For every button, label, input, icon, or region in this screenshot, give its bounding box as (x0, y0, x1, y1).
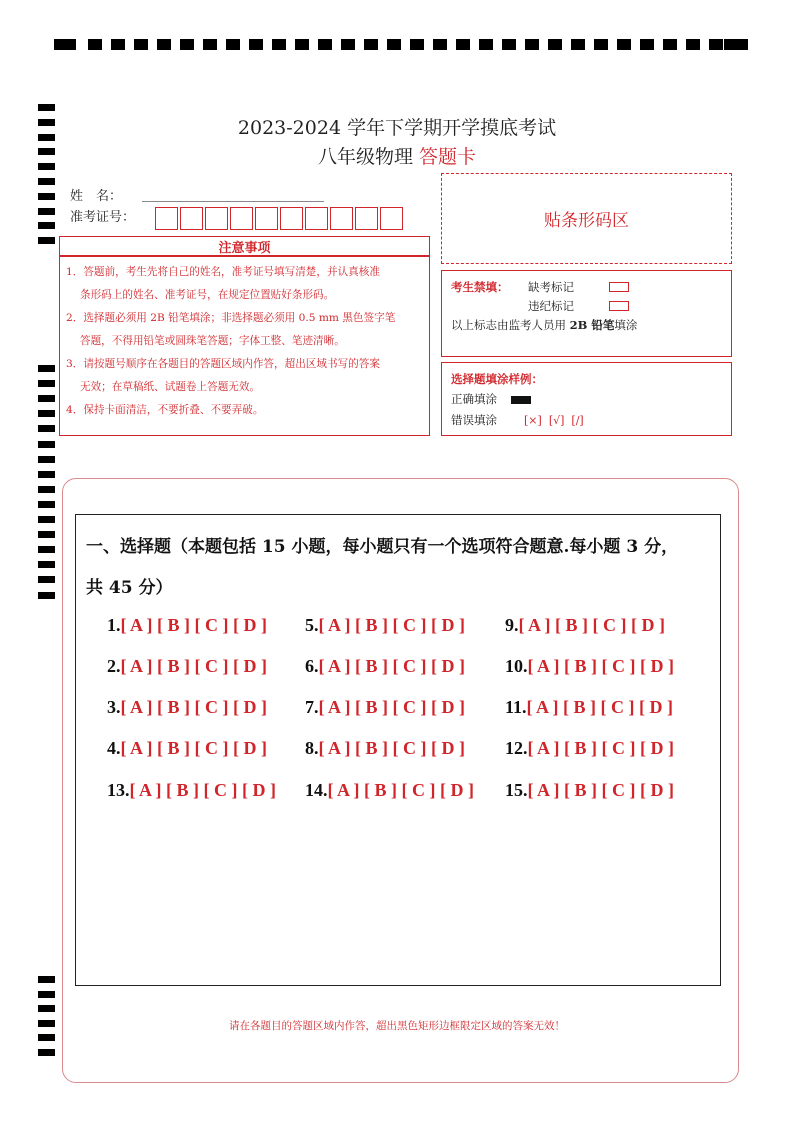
timing-mark (479, 39, 493, 50)
timing-mark (38, 456, 55, 463)
id-digit-box[interactable] (380, 207, 403, 230)
timing-mark (134, 39, 148, 50)
name-label: 姓 名： (70, 189, 123, 204)
timing-mark (571, 39, 585, 50)
question-number: 4. (107, 738, 121, 758)
question-item[interactable] (305, 615, 465, 636)
timing-mark (433, 39, 447, 50)
timing-mark (38, 208, 55, 215)
timing-mark (38, 395, 55, 402)
timing-mark (640, 39, 654, 50)
timing-mark (456, 39, 470, 50)
timing-mark (249, 39, 263, 50)
section-title-line2: 共 45 分） (86, 578, 173, 598)
answer-options[interactable]: [ A ] [ B ] [ C ] [ D ] (518, 615, 665, 635)
timing-mark (111, 39, 125, 50)
answer-options[interactable]: [ A ] [ B ] [ C ] [ D ] (318, 656, 465, 676)
question-number: 7. (305, 697, 319, 717)
question-number: 10. (505, 656, 528, 676)
timing-mark (502, 39, 516, 50)
timing-mark (226, 39, 240, 50)
answer-options[interactable]: [ A ] [ B ] [ C ] [ D ] (120, 738, 267, 758)
timing-mark (88, 39, 102, 50)
timing-mark (686, 39, 700, 50)
correct-fill-example (511, 396, 531, 404)
absent-mark-label: 缺考标记 (528, 280, 574, 294)
violation-mark-label: 违纪标记 (528, 299, 574, 313)
exam-subtitle (0, 142, 794, 169)
question-number: 1. (107, 615, 121, 635)
timing-mark (272, 39, 286, 50)
name-input-line[interactable] (142, 201, 324, 202)
timing-mark (180, 39, 194, 50)
timing-mark (38, 425, 55, 432)
fill-sample-box (441, 362, 732, 436)
answer-options[interactable]: [ A ] [ B ] [ C ] [ D ] (318, 697, 465, 717)
timing-mark (387, 39, 401, 50)
barcode-area[interactable] (441, 173, 732, 264)
notice-item: 1．答题前，考生先将自己的姓名，准考证号填写清楚，并认真核准 条形码上的姓名、准考证号，在规定位置贴好条形码。 (66, 266, 380, 301)
timing-mark (38, 976, 55, 983)
timing-mark (38, 486, 55, 493)
question-item[interactable] (107, 780, 276, 801)
timing-mark (38, 1049, 55, 1056)
id-digit-box[interactable] (205, 207, 228, 230)
timing-mark (38, 441, 55, 448)
question-item[interactable] (107, 615, 267, 636)
timing-mark (38, 561, 55, 568)
timing-mark (341, 39, 355, 50)
timing-mark (38, 380, 55, 387)
timing-mark (709, 39, 723, 50)
question-item[interactable] (305, 780, 474, 801)
timing-mark (38, 516, 55, 523)
notice-item: 2．选择题必须用 2B 铅笔填涂；非选择题必须用 0.5 mm 黑色签字笔 答题，不得用铅笔或圆珠笔答题；字体工整、笔迹清晰。 (66, 312, 396, 347)
timing-mark (594, 39, 608, 50)
id-digit-box[interactable] (155, 207, 178, 230)
timing-mark (724, 39, 748, 50)
timing-mark (38, 365, 55, 372)
answer-options[interactable]: [ A ] [ B ] [ C ] [ D ] (120, 697, 267, 717)
timing-mark (295, 39, 309, 50)
notice-item: 4．保持卡面清洁，不要折叠、不要弄破。 (66, 404, 264, 416)
id-digit-box[interactable] (330, 207, 353, 230)
timing-mark (38, 410, 55, 417)
id-digit-box[interactable] (255, 207, 278, 230)
id-digit-box[interactable] (180, 207, 203, 230)
notice-box (59, 256, 430, 436)
wrong-fill-examples: [×] [√] [/] (524, 414, 584, 427)
question-item[interactable] (107, 738, 267, 759)
id-digit-box[interactable] (355, 207, 378, 230)
answer-sheet-label: 答题卡 (419, 146, 477, 168)
question-item[interactable] (107, 697, 267, 718)
question-item[interactable] (305, 697, 465, 718)
answer-options[interactable]: [ A ] [ B ] [ C ] [ D ] (327, 780, 474, 800)
answer-options[interactable]: [ A ] [ B ] [ C ] [ D ] (527, 656, 674, 676)
question-item[interactable] (107, 656, 267, 677)
notice-title: 注意事项 (218, 241, 271, 256)
wrong-fill-label: 错误填涂 (451, 413, 497, 427)
question-number: 3. (107, 697, 121, 717)
question-item[interactable] (505, 697, 673, 718)
question-number: 6. (305, 656, 319, 676)
question-number: 8. (305, 738, 319, 758)
timing-mark (38, 546, 55, 553)
question-number: 5. (305, 615, 319, 635)
timing-mark (38, 222, 55, 229)
prohibited-note: 以上标志由监考人员用 2B 铅笔填涂 (451, 318, 638, 332)
timing-mark (38, 193, 55, 200)
timing-mark (38, 1005, 55, 1012)
timing-mark (38, 531, 55, 538)
timing-mark (38, 104, 55, 111)
answer-options[interactable]: [ A ] [ B ] [ C ] [ D ] (120, 615, 267, 635)
notice-item: 3．请按题号顺序在各题目的答题区域内作答，超出区域书写的答案 无效；在草稿纸、试题卷上答题无效。 (66, 358, 380, 393)
timing-mark (38, 501, 55, 508)
id-digit-box[interactable] (305, 207, 328, 230)
timing-mark (38, 237, 55, 244)
section-title-line1: 一、选择题（本题包括 15 小题，每小题只有一个选项符合题意.每小题 3 分， (86, 537, 679, 557)
question-number: 11. (505, 697, 527, 717)
question-item[interactable] (505, 615, 665, 636)
violation-mark-box[interactable] (609, 301, 629, 311)
absent-mark-box[interactable] (609, 282, 629, 292)
timing-mark (410, 39, 424, 50)
barcode-label: 贴条形码区 (544, 211, 629, 231)
question-number: 15. (505, 780, 528, 800)
exam-title: 2023-2024 学年下学期开学摸底考试 (237, 117, 557, 139)
timing-mark (38, 471, 55, 478)
answer-options[interactable]: [ A ] [ B ] [ C ] [ D ] (318, 738, 465, 758)
timing-mark (54, 39, 76, 50)
answer-options[interactable]: [ A ] [ B ] [ C ] [ D ] (318, 615, 465, 635)
answer-options[interactable]: [ A ] [ B ] [ C ] [ D ] (527, 780, 674, 800)
timing-mark (157, 39, 171, 50)
footer-warning: 请在各题目的答题区域内作答，超出黑色矩形边框限定区域的答案无效！ (229, 1020, 565, 1032)
timing-mark (318, 39, 332, 50)
notice-title-box (59, 236, 430, 256)
question-number: 12. (505, 738, 528, 758)
question-number: 9. (505, 615, 519, 635)
timing-mark (38, 1034, 55, 1041)
timing-mark (663, 39, 677, 50)
question-item[interactable] (305, 656, 465, 677)
prohibited-label: 考生禁填： (451, 280, 509, 294)
id-number-boxes[interactable] (155, 207, 405, 230)
correct-fill-label: 正确填涂 (451, 392, 497, 406)
question-item[interactable] (505, 780, 674, 801)
answer-options[interactable]: [ A ] [ B ] [ C ] [ D ] (120, 656, 267, 676)
question-item[interactable] (505, 656, 674, 677)
id-digit-box[interactable] (280, 207, 303, 230)
timing-mark (38, 991, 55, 998)
prohibited-box (441, 270, 732, 357)
timing-mark (364, 39, 378, 50)
timing-mark (203, 39, 217, 50)
timing-mark (38, 592, 55, 599)
timing-mark (38, 178, 55, 185)
timing-mark (38, 576, 55, 583)
question-item[interactable] (505, 738, 674, 759)
timing-mark (548, 39, 562, 50)
id-label: 准考证号： (70, 210, 136, 225)
id-digit-box[interactable] (230, 207, 253, 230)
question-item[interactable] (305, 738, 465, 759)
timing-mark (525, 39, 539, 50)
subject-label: 八年级物理 (317, 146, 413, 168)
question-number: 2. (107, 656, 121, 676)
answer-options[interactable]: [ A ] [ B ] [ C ] [ D ] (129, 780, 276, 800)
answer-options[interactable]: [ A ] [ B ] [ C ] [ D ] (526, 697, 673, 717)
timing-mark (617, 39, 631, 50)
question-number: 14. (305, 780, 328, 800)
question-number: 13. (107, 780, 130, 800)
answer-options[interactable]: [ A ] [ B ] [ C ] [ D ] (527, 738, 674, 758)
fill-sample-label: 选择题填涂样例： (451, 372, 543, 386)
